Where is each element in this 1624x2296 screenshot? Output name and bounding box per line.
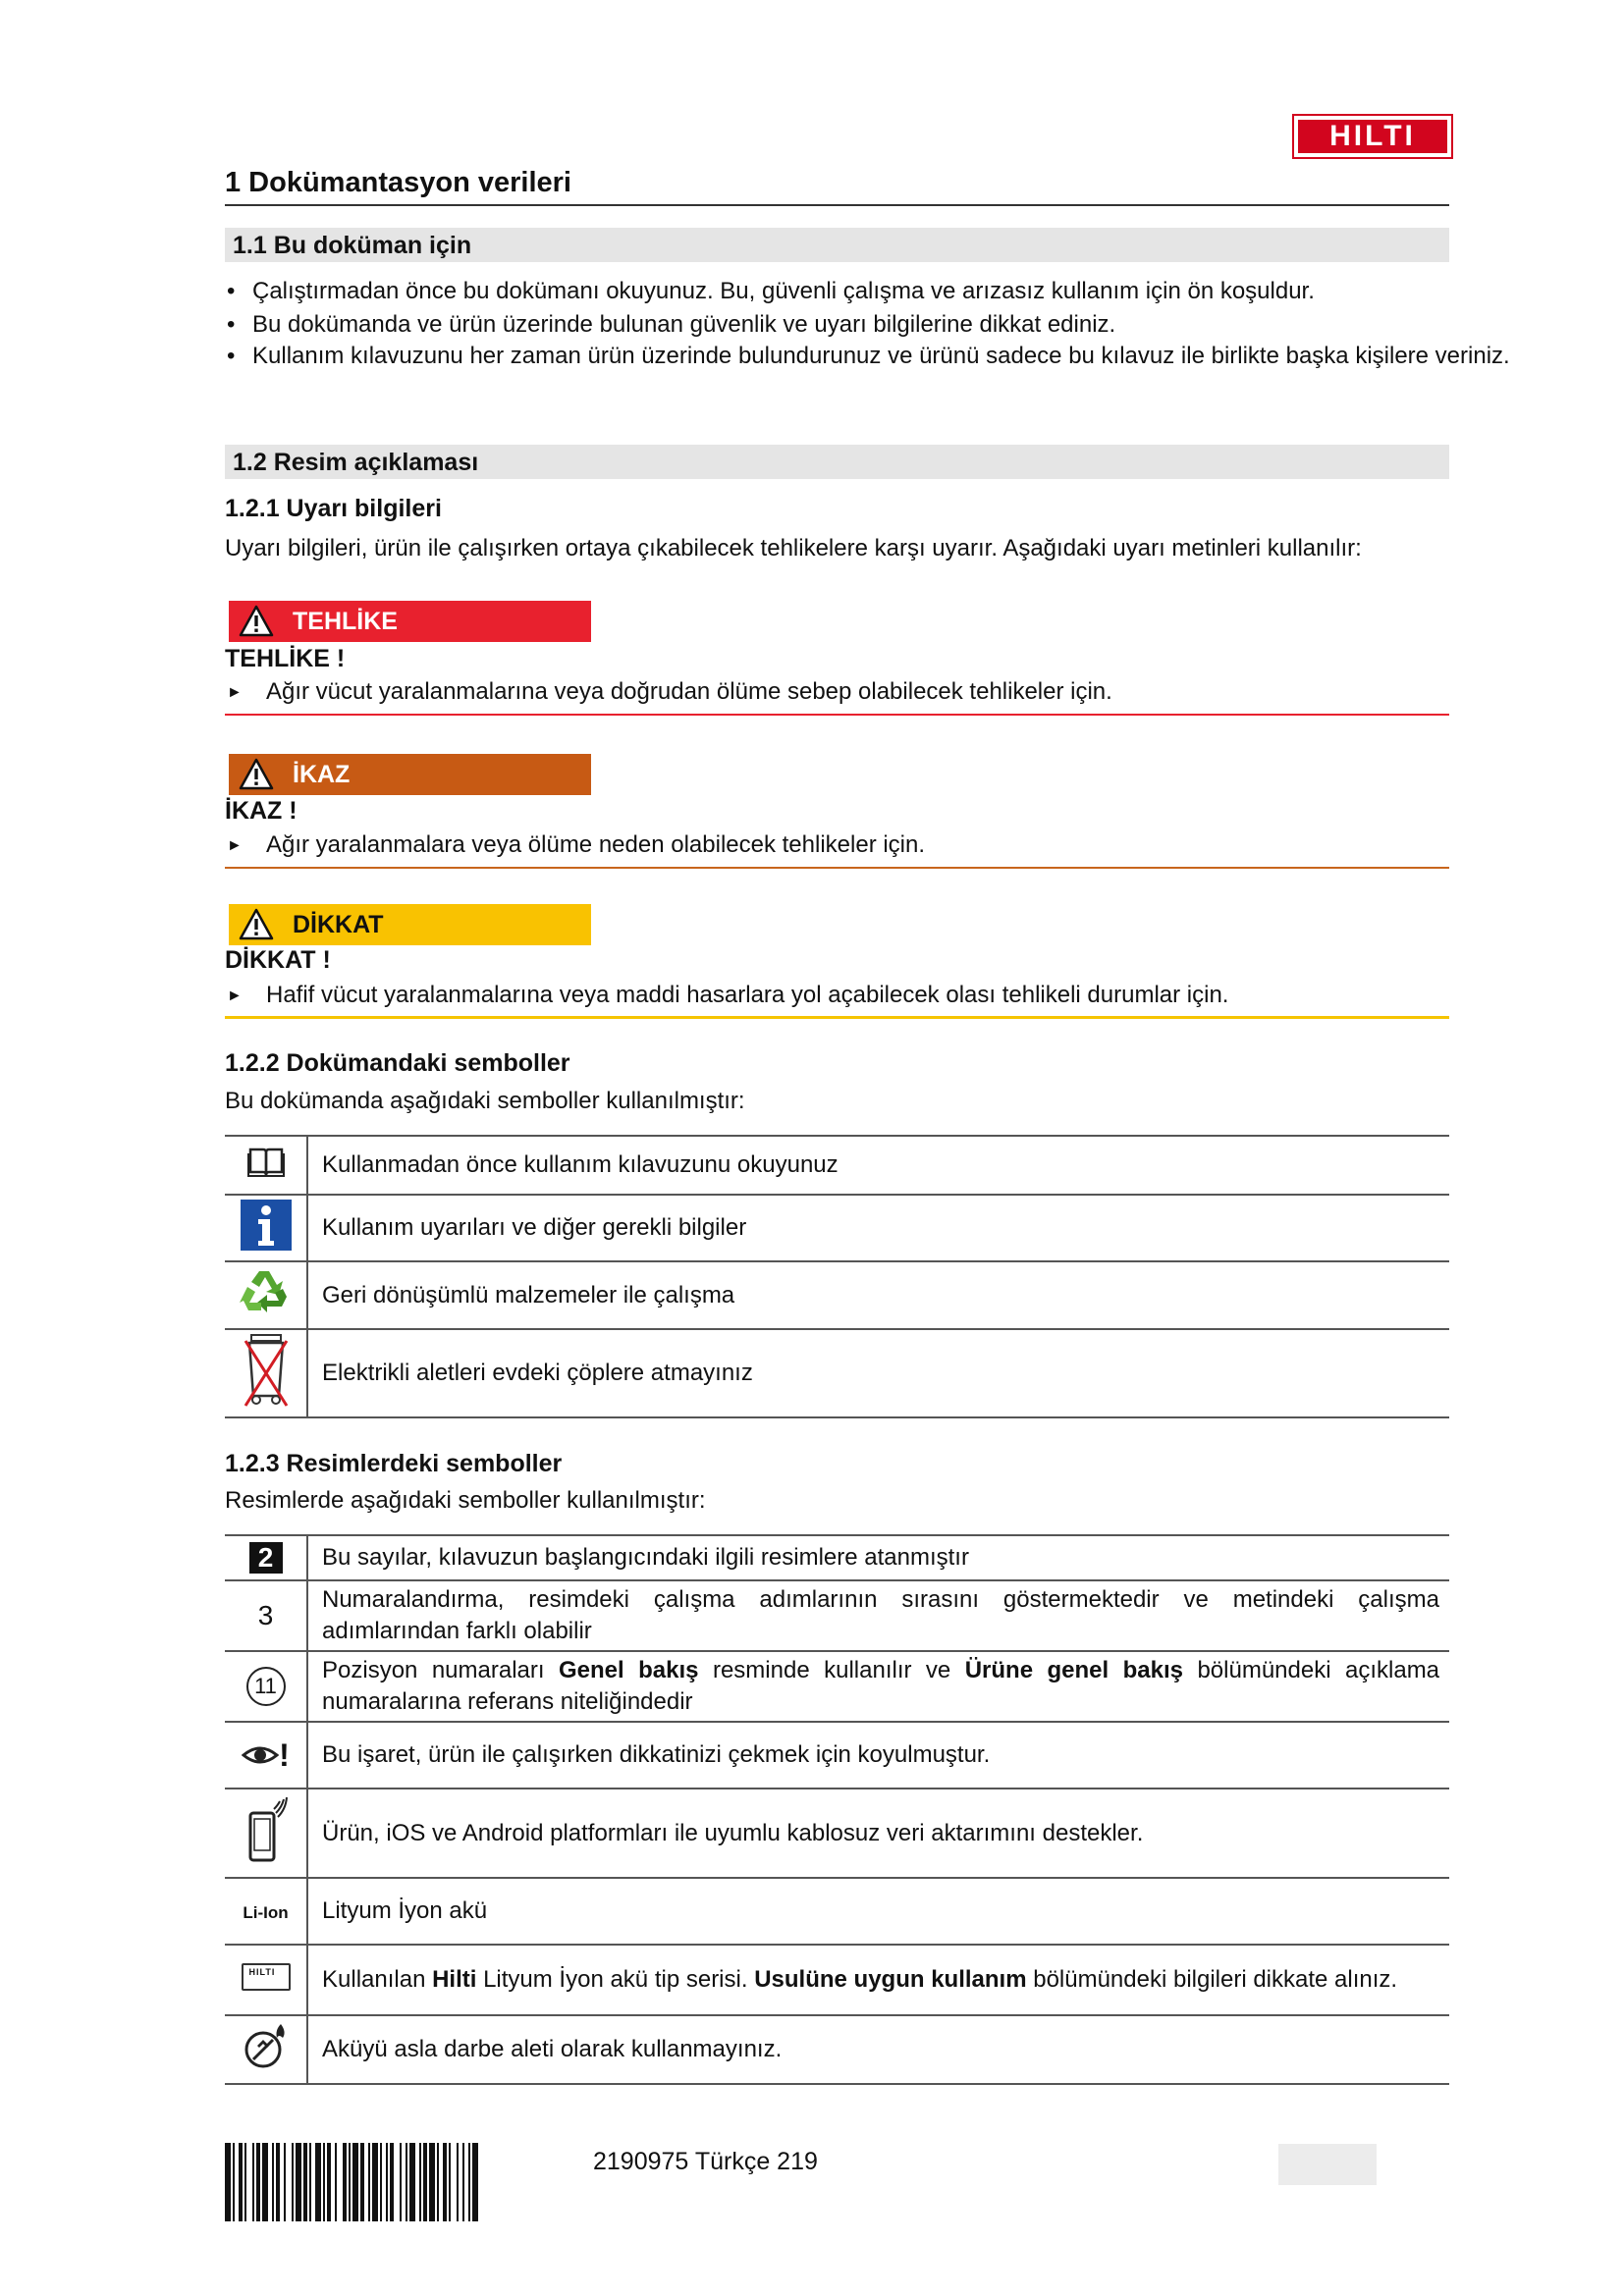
barcode-bar bbox=[360, 2143, 364, 2221]
bold-term: Ürüne genel bakış bbox=[964, 1657, 1184, 1683]
symbol-cell bbox=[225, 1722, 307, 1789]
barcode-bar bbox=[437, 2143, 439, 2221]
warning-title: İKAZ ! bbox=[225, 797, 298, 825]
info-icon bbox=[239, 1198, 294, 1253]
barcode-bar bbox=[225, 2143, 231, 2221]
barcode-bar bbox=[244, 2143, 246, 2221]
caution-label: DİKKAT bbox=[293, 911, 384, 938]
warning-underline bbox=[225, 867, 1449, 869]
warning-text: Ağır yaralanmalara veya ölüme neden olabilecek tehlikeler için. bbox=[266, 831, 926, 858]
caution-text-row bbox=[225, 982, 1228, 1009]
symbol-cell bbox=[225, 1329, 307, 1417]
symbol-cell bbox=[225, 1535, 307, 1580]
bullet-item: • Kullanım kılavuzunu her zaman ürün üzerinde bulundurunuz ve ürünü sadece bu kılavuz ile birlikte başka kişilere veriniz. bbox=[225, 342, 1546, 371]
danger-underline bbox=[225, 714, 1449, 716]
symbol-description: Ürün, iOS ve Android platformları ile uyumlu kablosuz veri aktarımını destekler. bbox=[307, 1789, 1449, 1878]
symbol-description: Elektrikli aletleri evdeki çöplere atmayınız bbox=[307, 1329, 1449, 1417]
section-1-2-title: 1.2 Resim açıklaması bbox=[233, 449, 479, 476]
barcode-bar bbox=[276, 2143, 280, 2221]
symbol-cell bbox=[225, 1580, 307, 1651]
caution-text: Hafif vücut yaralanmalarına veya maddi hasarlara yol açabilecek olası tehlikeli durumlar için. bbox=[266, 982, 1229, 1008]
symbol-description bbox=[307, 1651, 1449, 1722]
document-symbols-table bbox=[225, 1135, 1449, 1418]
step-number-icon: 3 bbox=[257, 1600, 274, 1630]
chapter-divider bbox=[225, 204, 1449, 206]
symbol-cell bbox=[225, 1789, 307, 1878]
text-part: resminde kullanılır ve bbox=[698, 1657, 965, 1683]
hilti-logo: HILTI bbox=[1294, 116, 1451, 157]
barcode-bar bbox=[335, 2143, 337, 2221]
bold-term: Hilti bbox=[432, 1966, 477, 1993]
page-box bbox=[1278, 2144, 1377, 2185]
barcode-bar bbox=[256, 2143, 260, 2221]
caution-title: DİKKAT ! bbox=[225, 946, 331, 974]
table-row bbox=[225, 1945, 1449, 2015]
bold-term: Usulüne uygun kullanım bbox=[754, 1966, 1027, 1993]
symbol-cell bbox=[225, 2015, 307, 2084]
eye-icon bbox=[242, 1743, 279, 1767]
barcode bbox=[225, 2143, 561, 2221]
subsection-1-2-1-title: 1.2.1 Uyarı bilgileri bbox=[225, 495, 442, 522]
barcode-bar bbox=[372, 2143, 378, 2221]
symbol-description: Kullanmadan önce kullanım kılavuzunu okuyunuz bbox=[307, 1136, 1449, 1195]
barcode-bar bbox=[292, 2143, 294, 2221]
danger-label: TEHLİKE bbox=[293, 608, 398, 635]
barcode-bar bbox=[409, 2143, 415, 2221]
barcode-bar bbox=[419, 2143, 421, 2221]
text-part: Kullanılan bbox=[322, 1966, 433, 1993]
book-icon bbox=[246, 1146, 286, 1179]
danger-text: Ağır vücut yaralanmalarına veya doğrudan ölüme sebep olabilecek tehlikeler için. bbox=[266, 678, 1112, 705]
barcode-bar bbox=[309, 2143, 311, 2221]
battery-logo-text: HILTI bbox=[248, 1966, 276, 1977]
barcode-bar bbox=[368, 2143, 370, 2221]
figure-symbols-table bbox=[225, 1534, 1449, 2085]
barcode-bar bbox=[343, 2143, 347, 2221]
caution-underline bbox=[225, 1016, 1449, 1019]
table-row bbox=[225, 1722, 1449, 1789]
subsection-1-2-2-title: 1.2.2 Dokümandaki semboller bbox=[225, 1049, 570, 1077]
symbol-description: Numaralandırma, resimdeki çalışma adımlarının sırasını göstermektedir ve metindeki çalışma adımlarından farklı olabilir bbox=[307, 1580, 1449, 1651]
barcode-bar bbox=[262, 2143, 268, 2221]
barcode-bar bbox=[457, 2143, 459, 2221]
crossed-bin-icon bbox=[242, 1331, 291, 1410]
barcode-bar bbox=[284, 2143, 286, 2221]
symbol-cell bbox=[225, 1878, 307, 1945]
barcode-bar bbox=[315, 2143, 321, 2221]
barcode-bar bbox=[380, 2143, 382, 2221]
table-row bbox=[225, 1136, 1449, 1195]
section-1-1-bullets bbox=[225, 275, 1546, 371]
barcode-bar bbox=[406, 2143, 407, 2221]
warning-banner bbox=[229, 754, 591, 795]
barcode-bar bbox=[429, 2143, 435, 2221]
barcode-bar bbox=[443, 2143, 447, 2221]
arrow-icon: ► bbox=[227, 684, 243, 701]
barcode-bar bbox=[233, 2143, 235, 2221]
chapter-title: 1 Dokümantasyon verileri bbox=[225, 167, 571, 198]
subsection-1-2-3-title: 1.2.3 Resimlerdeki semboller bbox=[225, 1450, 563, 1477]
barcode-bar bbox=[400, 2143, 402, 2221]
li-ion-icon: Li-Ion bbox=[243, 1903, 289, 1922]
symbol-cell bbox=[225, 1136, 307, 1195]
arrow-icon: ► bbox=[227, 837, 243, 854]
symbol-description: Lityum İyon akü bbox=[307, 1878, 1449, 1945]
caution-banner bbox=[229, 904, 591, 945]
symbol-cell bbox=[225, 1195, 307, 1261]
warning-triangle-icon bbox=[239, 605, 274, 638]
position-number-icon: 11 bbox=[246, 1667, 286, 1706]
barcode-bar bbox=[323, 2143, 325, 2221]
barcode-bar bbox=[390, 2143, 394, 2221]
recycle-icon bbox=[240, 1265, 293, 1318]
warning-triangle-icon bbox=[239, 758, 274, 791]
no-hammer-icon bbox=[242, 2022, 291, 2071]
exclamation-icon: ! bbox=[279, 1736, 290, 1773]
danger-banner bbox=[229, 601, 591, 642]
barcode-bar bbox=[462, 2143, 464, 2221]
warning-triangle-icon bbox=[239, 908, 274, 941]
arrow-icon: ► bbox=[227, 988, 243, 1004]
symbol-cell bbox=[225, 1651, 307, 1722]
barcode-bar bbox=[449, 2143, 451, 2221]
bullet-item: • Bu dokümanda ve ürün üzerinde bulunan güvenlik ve uyarı bilgilerine dikkat ediniz. bbox=[225, 308, 1546, 342]
table-row bbox=[225, 1878, 1449, 1945]
barcode-bar bbox=[239, 2143, 243, 2221]
text-part: bölümündeki açıklama numaralarına referans niteliğindedir bbox=[322, 1657, 1440, 1715]
symbol-description: Kullanım uyarıları ve diğer gerekli bilgiler bbox=[307, 1195, 1449, 1261]
barcode-bar bbox=[252, 2143, 254, 2221]
figure-symbols-intro-text: Resimlerde aşağıdaki semboller kullanılmıştır: bbox=[225, 1487, 706, 1514]
bullet-item: • Çalıştırmadan önce bu dokümanı okuyunuz. Bu, güvenli çalışma ve arızasız kullanım için ön koşuldur. bbox=[225, 275, 1546, 308]
barcode-bar bbox=[472, 2143, 478, 2221]
symbol-description: Bu sayılar, kılavuzun başlangıcındaki ilgili resimlere atanmıştır bbox=[307, 1535, 1449, 1580]
symbols-intro-text: Bu dokümanda aşağıdaki semboller kullanılmıştır: bbox=[225, 1088, 745, 1114]
table-row bbox=[225, 2015, 1449, 2084]
text-part: Pozisyon numaraları bbox=[322, 1657, 559, 1683]
barcode-bar bbox=[327, 2143, 331, 2221]
table-row bbox=[225, 1789, 1449, 1878]
warning-text-row bbox=[225, 831, 925, 859]
table-row bbox=[225, 1651, 1449, 1722]
barcode-bar bbox=[352, 2143, 358, 2221]
barcode-bar bbox=[423, 2143, 427, 2221]
symbol-cell bbox=[225, 1945, 307, 2015]
table-row bbox=[225, 1329, 1449, 1417]
battery-series-icon bbox=[242, 1963, 291, 1991]
danger-text-row bbox=[225, 678, 1112, 706]
text-part: Lityum İyon akü tip serisi. bbox=[476, 1966, 755, 1993]
section-1-2-bar bbox=[225, 445, 1449, 479]
barcode-bar bbox=[303, 2143, 307, 2221]
warning-intro-text: Uyarı bilgileri, ürün ile çalışırken ortaya çıkabilecek tehlikelere karşı uyarır. Aşağıdaki uyarı metinleri kullanılır: bbox=[225, 535, 1362, 561]
barcode-bar bbox=[386, 2143, 388, 2221]
symbol-description: Aküyü asla darbe aleti olarak kullanmayınız. bbox=[307, 2015, 1449, 2084]
symbol-description bbox=[307, 1945, 1449, 2015]
section-1-1-title: 1.1 Bu doküman için bbox=[233, 232, 472, 259]
symbol-description: Bu işaret, ürün ile çalışırken dikkatinizi çekmek için koyulmuştur. bbox=[307, 1722, 1449, 1789]
text-part: bölümündeki bilgileri dikkate alınız. bbox=[1026, 1966, 1398, 1993]
danger-title: TEHLİKE ! bbox=[225, 645, 346, 672]
table-row bbox=[225, 1535, 1449, 1580]
figure-number-icon: 2 bbox=[249, 1542, 283, 1574]
warning-label: İKAZ bbox=[293, 761, 351, 788]
symbol-cell bbox=[225, 1261, 307, 1329]
wireless-phone-icon bbox=[244, 1793, 288, 1866]
bold-term: Genel bakış bbox=[559, 1657, 699, 1683]
section-1-1-bar bbox=[225, 228, 1449, 262]
barcode-bar bbox=[349, 2143, 351, 2221]
symbol-description: Geri dönüşümlü malzemeler ile çalışma bbox=[307, 1261, 1449, 1329]
barcode-bar bbox=[272, 2143, 274, 2221]
table-row bbox=[225, 1195, 1449, 1261]
barcode-bar bbox=[296, 2143, 301, 2221]
barcode-bar bbox=[468, 2143, 470, 2221]
table-row bbox=[225, 1580, 1449, 1651]
footer-page-info: 2190975 Türkçe 219 bbox=[593, 2148, 818, 2175]
table-row bbox=[225, 1261, 1449, 1329]
